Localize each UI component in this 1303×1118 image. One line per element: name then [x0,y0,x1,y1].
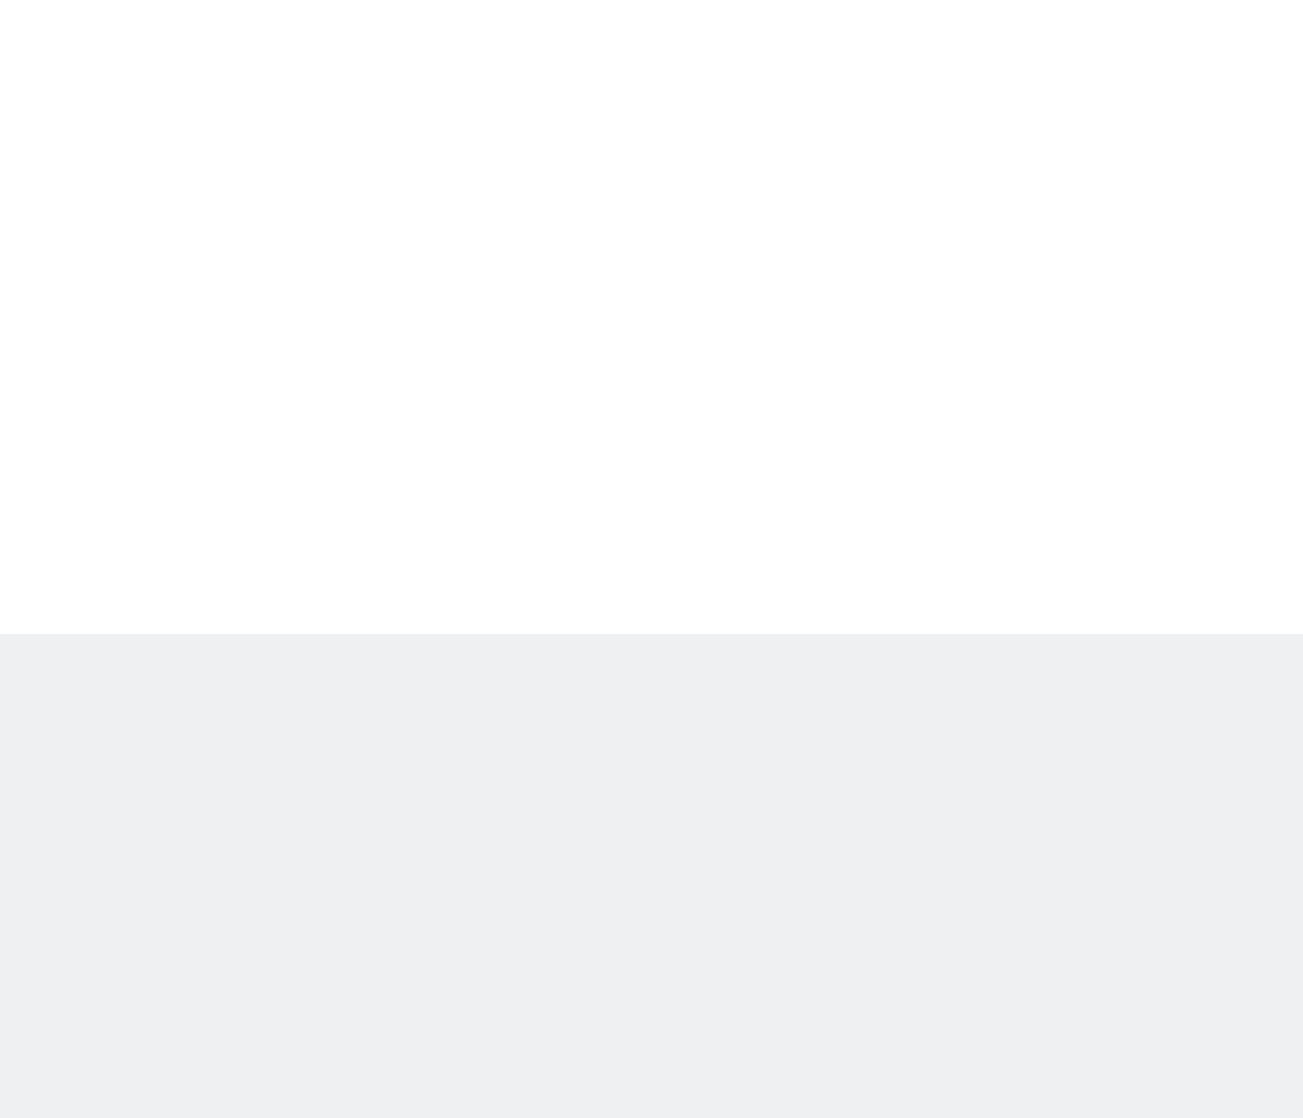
front-view-panel [0,634,1303,1118]
switchgear-front-view [0,634,1303,1118]
